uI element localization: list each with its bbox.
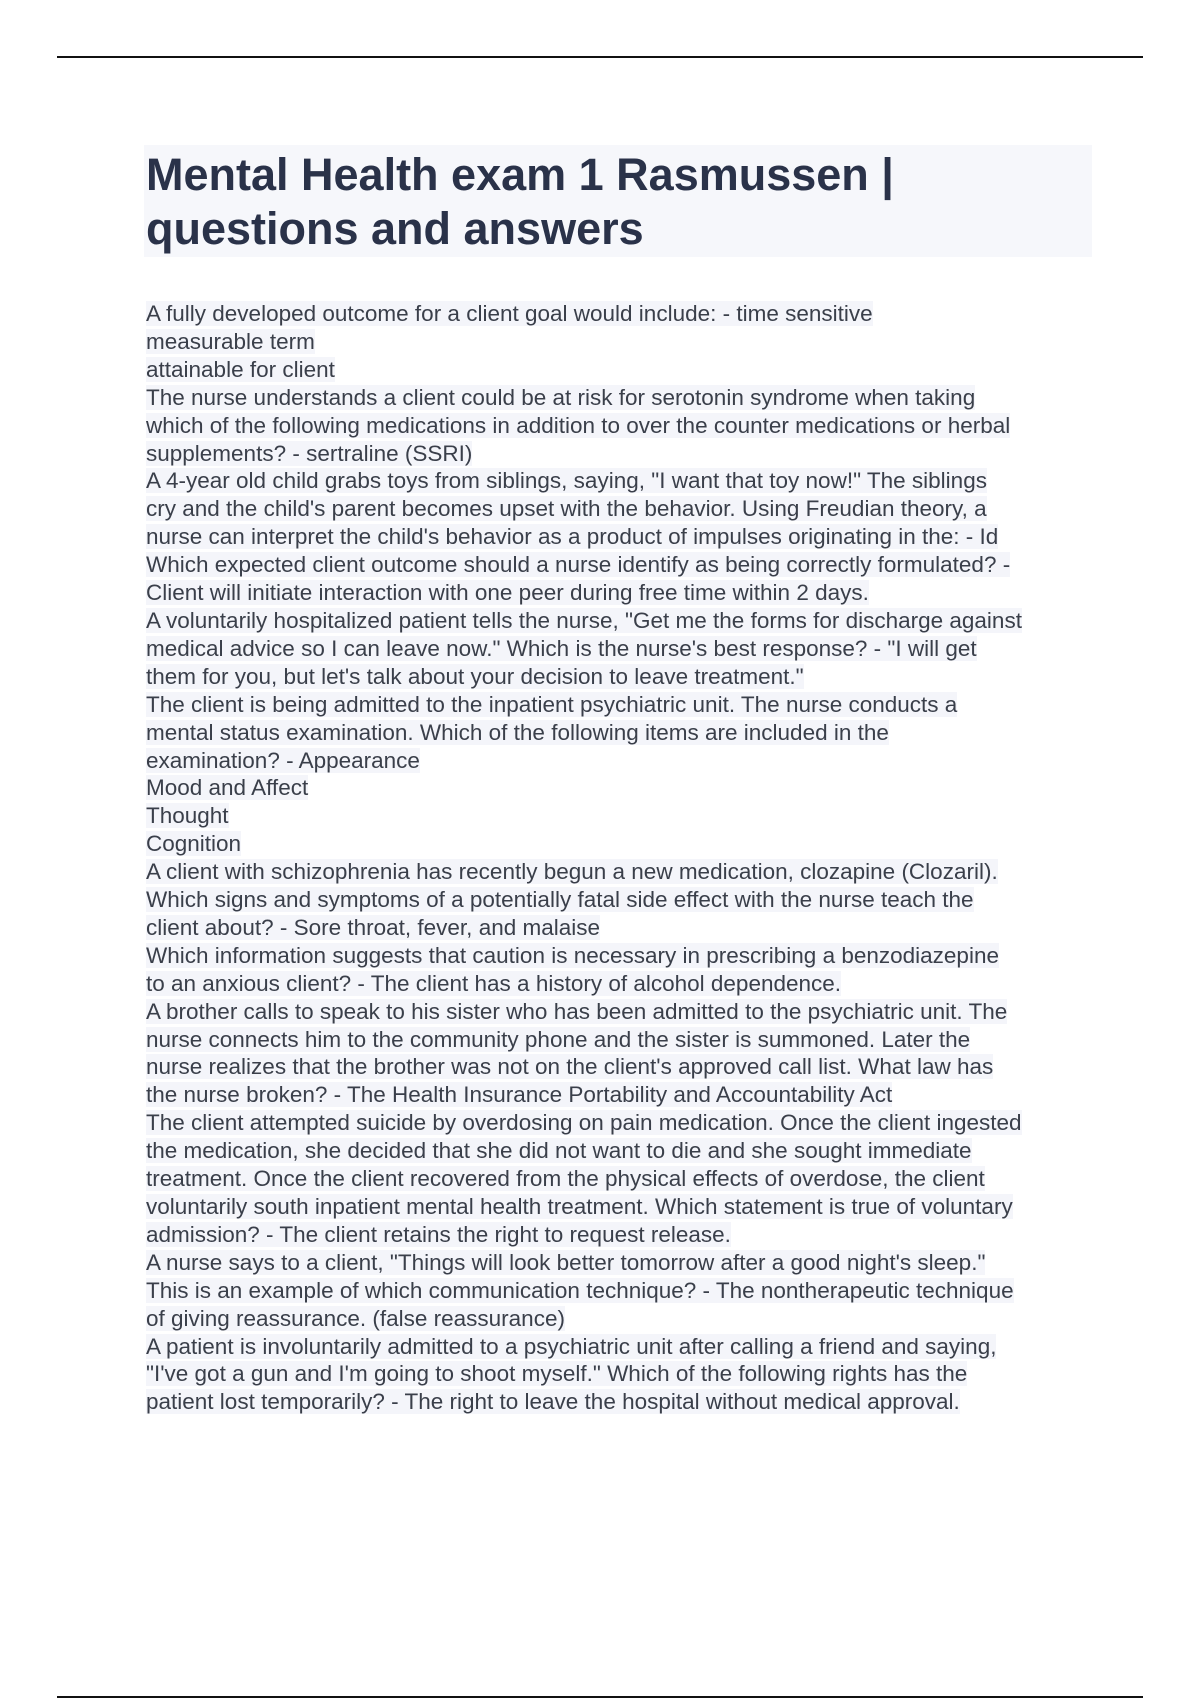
text-line xyxy=(146,300,1106,328)
text-line-27: nurse connects him to the community phone and the sister is summoned. Later the xyxy=(146,1026,971,1052)
text-line-39: "I've got a gun and I'm going to shoot myself." Which of the following rights has the xyxy=(146,1361,968,1387)
text-line xyxy=(146,1333,1106,1361)
text-line xyxy=(146,412,1106,440)
text-line-11: Client will initiate interaction with one peer during free time within 2 days. xyxy=(146,580,869,606)
text-line xyxy=(146,1249,1106,1277)
text-line-23: client about? - Sore throat, fever, and malaise xyxy=(146,914,601,940)
text-line xyxy=(146,356,1106,384)
text-line xyxy=(146,1277,1106,1305)
text-line-2: measurable term xyxy=(146,328,315,354)
text-line-3: attainable for client xyxy=(146,356,335,382)
text-line-28: nurse realizes that the brother was not on the client's approved call list. What law has xyxy=(146,1054,994,1080)
text-line-13: medical advice so I can leave now." Which is the nurse's best response? - "I will get xyxy=(146,635,977,661)
text-line-37: of giving reassurance. (false reassurance) xyxy=(146,1305,565,1331)
text-line-21: A client with schizophrenia has recently begun a new medication, clozapine (Clozaril). xyxy=(146,859,998,885)
text-line xyxy=(146,523,1106,551)
text-line xyxy=(146,1193,1106,1221)
text-line-22: Which signs and symptoms of a potentially fatal side effect with the nurse teach the xyxy=(146,887,974,913)
text-line xyxy=(146,467,1106,495)
text-line-29: the nurse broken? - The Health Insurance Portability and Accountability Act xyxy=(146,1082,893,1108)
text-line-4: The nurse understands a client could be at risk for serotonin syndrome when taking xyxy=(146,384,976,410)
text-line xyxy=(146,691,1106,719)
text-line xyxy=(146,1081,1106,1109)
text-line xyxy=(146,774,1106,802)
text-line xyxy=(146,747,1106,775)
text-line xyxy=(146,802,1106,830)
text-line xyxy=(146,1305,1106,1333)
document-title xyxy=(146,148,1090,256)
text-line xyxy=(146,1388,1106,1416)
text-line-30: The client attempted suicide by overdosing on pain medication. Once the client ingested xyxy=(146,1110,1022,1136)
text-line xyxy=(146,830,1106,858)
text-line-19: Thought xyxy=(146,803,229,829)
text-line-20: Cognition xyxy=(146,831,242,857)
text-line xyxy=(146,1165,1106,1193)
text-line xyxy=(146,328,1106,356)
title-line-1: Mental Health exam 1 Rasmussen | xyxy=(146,149,894,200)
text-line-31: the medication, she decided that she did not want to die and she sought immediate xyxy=(146,1138,972,1164)
text-line-17: examination? - Appearance xyxy=(146,747,420,773)
text-line xyxy=(146,495,1106,523)
text-line-26: A brother calls to speak to his sister who has been admitted to the psychiatric unit. The xyxy=(146,998,1008,1024)
text-line-14: them for you, but let's talk about your decision to leave treatment." xyxy=(146,663,804,689)
text-line-5: which of the following medications in addition to over the counter medications or herbal xyxy=(146,412,1011,438)
text-line-33: voluntarily south inpatient mental health treatment. Which statement is true of voluntary xyxy=(146,1194,1013,1219)
title-block xyxy=(144,145,1092,257)
text-line xyxy=(146,914,1106,942)
text-line xyxy=(146,998,1106,1026)
text-line-35: A nurse says to a client, "Things will look better tomorrow after a good night's sleep." xyxy=(146,1249,986,1275)
text-line-24: Which information suggests that caution is necessary in prescribing a benzodiazepine xyxy=(146,942,999,968)
text-line xyxy=(146,440,1106,468)
text-line xyxy=(146,384,1106,412)
text-line-7: A 4-year old child grabs toys from siblings, saying, "I want that toy now!" The siblings xyxy=(146,468,987,494)
text-line-15: The client is being admitted to the inpatient psychiatric unit. The nurse conducts a xyxy=(146,691,958,717)
text-line-40: patient lost temporarily? - The right to leave the hospital without medical approval. xyxy=(146,1389,960,1415)
text-line-10: Which expected client outcome should a nurse identify as being correctly formulated? - xyxy=(146,552,1011,578)
text-line-36: This is an example of which communication technique? - The nontherapeutic technique xyxy=(146,1277,1014,1303)
text-line xyxy=(146,970,1106,998)
text-line-1: A fully developed outcome for a client goal would include: - time sensitive xyxy=(146,301,873,326)
text-line xyxy=(146,607,1106,635)
text-line xyxy=(146,663,1106,691)
text-line xyxy=(146,1026,1106,1054)
text-line xyxy=(146,886,1106,914)
text-line xyxy=(146,1360,1106,1388)
text-line-8: cry and the child's parent becomes upset with the behavior. Using Freudian theory, a xyxy=(146,496,987,522)
text-line xyxy=(146,635,1106,663)
text-line xyxy=(146,858,1106,886)
text-line-16: mental status examination. Which of the following items are included in the xyxy=(146,719,889,745)
text-line-25: to an anxious client? - The client has a history of alcohol dependence. xyxy=(146,970,842,996)
bottom-divider xyxy=(57,1696,1143,1698)
text-line xyxy=(146,719,1106,747)
text-line-32: treatment. Once the client recovered from the physical effects of overdose, the client xyxy=(146,1166,985,1192)
text-line-6: supplements? - sertraline (SSRI) xyxy=(146,440,473,466)
text-line-34: admission? - The client retains the right to request release. xyxy=(146,1221,731,1247)
text-line xyxy=(146,551,1106,579)
text-line-12: A voluntarily hospitalized patient tells the nurse, "Get me the forms for discharge against xyxy=(146,607,1022,633)
text-line xyxy=(146,942,1106,970)
top-divider xyxy=(57,56,1143,58)
title-line-2: questions and answers xyxy=(146,203,644,254)
text-line-9: nurse can interpret the child's behavior as a product of impulses originating in the: - Id xyxy=(146,524,999,550)
text-line xyxy=(146,1053,1106,1081)
text-line xyxy=(146,579,1106,607)
text-line xyxy=(146,1221,1106,1249)
qa-body xyxy=(146,300,1106,1416)
text-line xyxy=(146,1109,1106,1137)
text-line-38: A patient is involuntarily admitted to a psychiatric unit after calling a friend and saying, xyxy=(146,1333,997,1359)
text-line xyxy=(146,1137,1106,1165)
text-line-18: Mood and Affect xyxy=(146,775,309,801)
